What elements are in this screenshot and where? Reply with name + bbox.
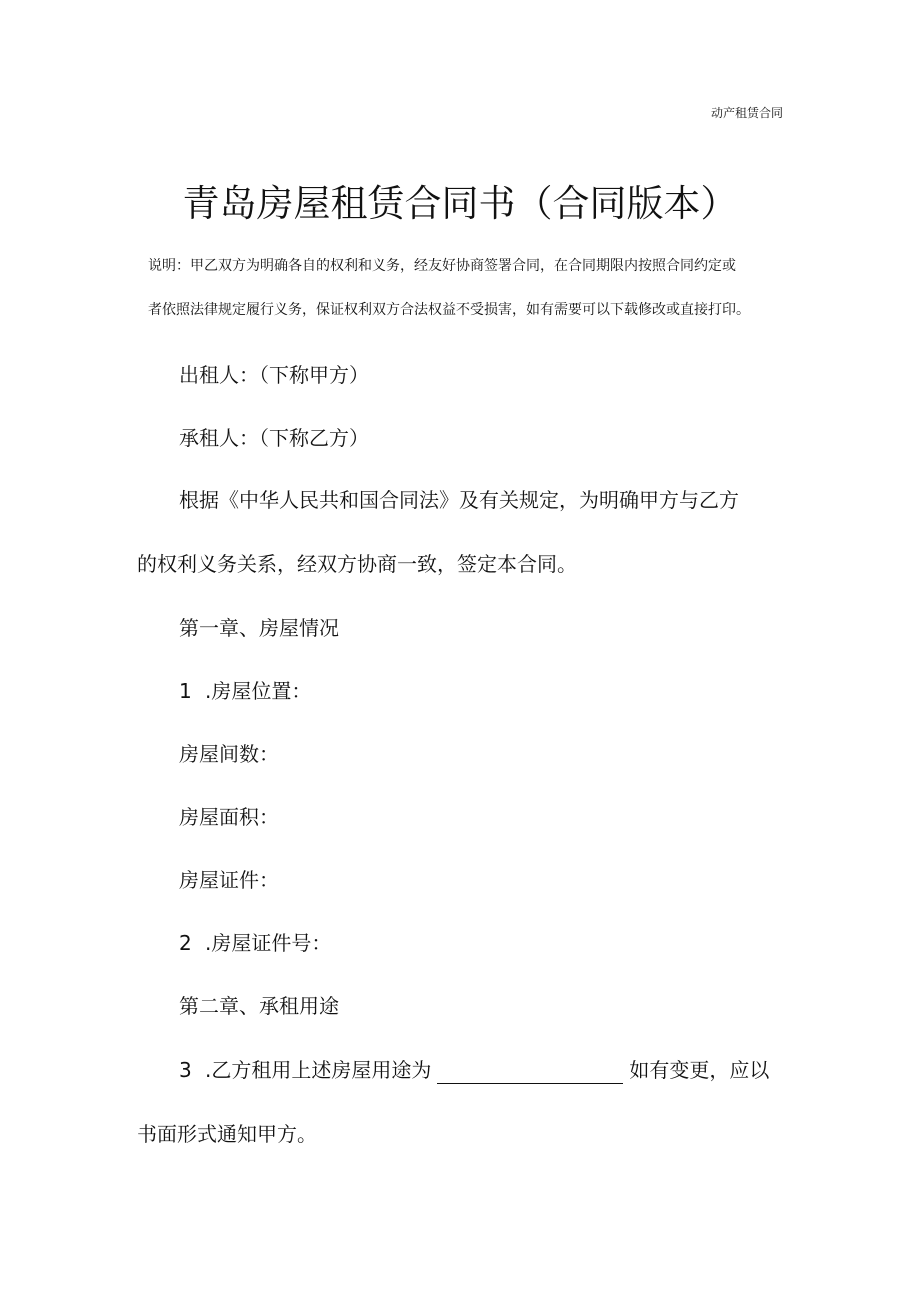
house-rooms-line: 房屋间数：: [179, 742, 279, 766]
item-2-certificate-number: [179, 929, 331, 957]
chapter-1-heading: 第一章、房屋情况: [179, 616, 339, 640]
usage-note-line-1: 说明：甲乙双方为明确各自的权利和义务，经友好协商签署合同，在合同期限内按照合同约定或: [148, 258, 736, 274]
lessor-line: 出租人：（下称甲方）: [179, 363, 369, 387]
lessee-line: 承租人：（下称乙方）: [179, 426, 369, 450]
header-note: 动产租赁合同: [710, 106, 783, 120]
item-2-number: 2: [179, 931, 192, 955]
preamble-line-2: 的权利义务关系，经双方协商一致，签定本合同。: [137, 552, 577, 576]
house-certificate-line: 房屋证件：: [179, 868, 279, 892]
item-3-text-b: 如有变更，应以: [629, 1058, 770, 1082]
item-1-number: 1: [179, 679, 192, 703]
chapter-2-heading: 第二章、承租用途: [179, 994, 339, 1018]
document-title: 青岛房屋租赁合同书（合同版本）: [182, 182, 738, 225]
preamble-line-1: 根据《中华人民共和国合同法》及有关规定，为明确甲方与乙方: [179, 488, 739, 512]
usage-note-line-2: 者依照法律规定履行义务，保证权利双方合法权益不受损害，如有需要可以下载修改或直接打印。: [148, 302, 750, 318]
item-2-text: .房屋证件号：: [205, 931, 332, 955]
item-1-house-location: [179, 677, 311, 705]
item-3-text-a: .乙方租用上述房屋用途为: [205, 1058, 432, 1082]
usage-blank-field[interactable]: [437, 1061, 623, 1084]
item-3-usage: [179, 1056, 769, 1084]
house-area-line: 房屋面积：: [179, 805, 279, 829]
item-3-continuation: 书面形式通知甲方。: [137, 1122, 317, 1146]
item-3-number: 3: [179, 1058, 192, 1082]
item-1-text: .房屋位置：: [205, 679, 312, 703]
